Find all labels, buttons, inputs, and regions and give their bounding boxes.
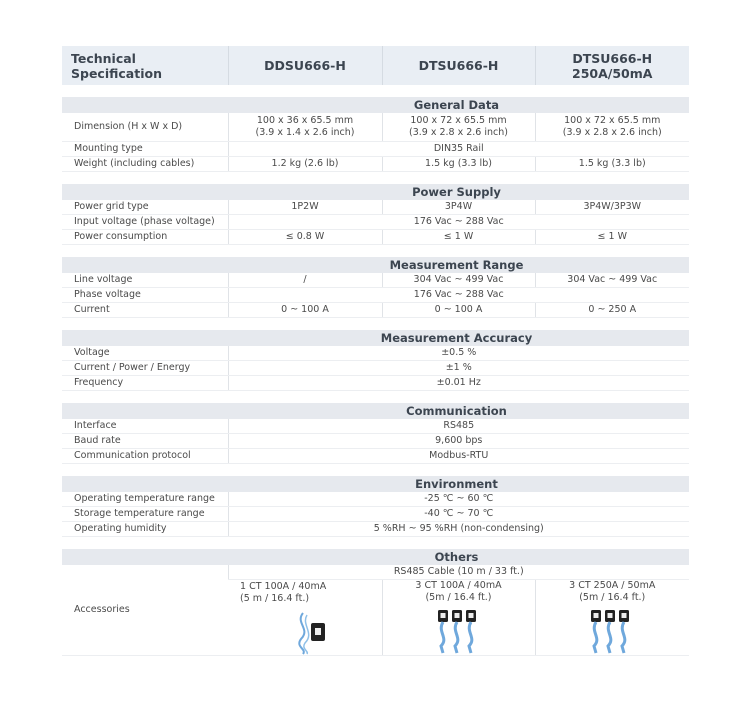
spacer-cell xyxy=(62,85,689,97)
row-value: 1.2 kg (2.6 lb) xyxy=(228,157,382,172)
table-row xyxy=(62,288,689,303)
row-label: Weight (including cables) xyxy=(62,157,228,172)
spacer-cell xyxy=(62,172,689,185)
section-header-others xyxy=(62,549,689,565)
current-transformer-icon xyxy=(429,608,489,654)
row-value: 3P4W/3P3W xyxy=(535,200,689,215)
row-label: Power consumption xyxy=(62,230,228,245)
row-label: Voltage xyxy=(62,346,228,361)
row-value: 0 ~ 100 A xyxy=(228,303,382,318)
table-row xyxy=(62,230,689,245)
table-row xyxy=(62,522,689,537)
spacer-cell xyxy=(62,318,689,331)
section-header-general-data xyxy=(62,97,689,113)
section-title: Measurement Range xyxy=(389,258,524,272)
table-row xyxy=(62,303,689,318)
row-label: Phase voltage xyxy=(62,288,228,303)
table-row xyxy=(62,273,689,288)
spec-table xyxy=(62,46,689,656)
section-header-communication xyxy=(62,403,689,419)
accessory-item xyxy=(228,580,382,656)
table-row xyxy=(62,113,689,142)
spacer-cell xyxy=(62,391,689,404)
accessory-item xyxy=(535,580,689,656)
row-label: Line voltage xyxy=(62,273,228,288)
row-value: 1.5 kg (3.3 lb) xyxy=(382,157,535,172)
row-value: Modbus-RTU xyxy=(228,449,689,464)
section-title-cell xyxy=(62,330,689,346)
row-value: DIN35 Rail xyxy=(228,142,689,157)
table-row xyxy=(62,361,689,376)
table-row xyxy=(62,346,689,361)
table-row xyxy=(62,507,689,522)
row-value: 304 Vac ~ 499 Vac xyxy=(535,273,689,288)
row-label: Storage temperature range xyxy=(62,507,228,522)
row-label: Input voltage (phase voltage) xyxy=(62,215,228,230)
row-label: Power grid type xyxy=(62,200,228,215)
accessory-text: 3 CT 100A / 40mA (5m / 16.4 ft.) xyxy=(415,580,502,603)
spacer-cell xyxy=(62,537,689,550)
spacer xyxy=(62,85,689,97)
section-title: Environment xyxy=(415,477,498,491)
section-title: General Data xyxy=(413,98,500,112)
section-title: Measurement Accuracy xyxy=(380,331,533,345)
row-label: Frequency xyxy=(62,376,228,391)
row-value: -25 ℃ ~ 60 ℃ xyxy=(228,492,689,507)
row-label: Mounting type xyxy=(62,142,228,157)
current-transformer-icon xyxy=(281,609,341,655)
section-header-measurement-accuracy xyxy=(62,330,689,346)
row-value: 100 x 72 x 65.5 mm (3.9 x 2.8 x 2.6 inch) xyxy=(382,113,535,142)
header-ddsu666-h: DDSU666-H xyxy=(228,46,382,85)
current-transformer-icon xyxy=(582,608,642,654)
row-label: Interface xyxy=(62,419,228,434)
row-value: ≤ 1 W xyxy=(535,230,689,245)
row-value: ≤ 1 W xyxy=(382,230,535,245)
table-row xyxy=(62,565,689,580)
accessory-text: 1 CT 100A / 40mA (5 m / 16.4 ft.) xyxy=(240,580,327,604)
row-value: 100 x 36 x 65.5 mm (3.9 x 1.4 x 2.6 inch) xyxy=(228,113,382,142)
row-value: ±0.01 Hz xyxy=(228,376,689,391)
row-label: Operating temperature range xyxy=(62,492,228,507)
table-row xyxy=(62,449,689,464)
table-header xyxy=(62,46,689,85)
section-title: Communication xyxy=(406,404,507,418)
spacer xyxy=(62,318,689,331)
section-title: Others xyxy=(434,550,479,564)
accessory-item xyxy=(382,580,535,656)
row-value: 1P2W xyxy=(228,200,382,215)
row-value: ±0.5 % xyxy=(228,346,689,361)
spacer xyxy=(62,391,689,404)
table-row xyxy=(62,142,689,157)
section-header-environment xyxy=(62,476,689,492)
table-row xyxy=(62,376,689,391)
header-dtsu666-h: DTSU666-H xyxy=(382,46,535,85)
row-value: 3P4W xyxy=(382,200,535,215)
row-label: Dimension (H x W x D) xyxy=(62,113,228,142)
row-value: 304 Vac ~ 499 Vac xyxy=(382,273,535,288)
row-label: Communication protocol xyxy=(62,449,228,464)
section-header-measurement-range xyxy=(62,257,689,273)
row-value: ≤ 0.8 W xyxy=(228,230,382,245)
row-value: 176 Vac ~ 288 Vac xyxy=(228,288,689,303)
row-value: / xyxy=(228,273,382,288)
table-row xyxy=(62,215,689,230)
spec-table-container xyxy=(62,46,689,656)
row-value: -40 ℃ ~ 70 ℃ xyxy=(228,507,689,522)
section-header-power-supply xyxy=(62,184,689,200)
rs485-cable: RS485 Cable (10 m / 33 ft.) xyxy=(228,565,689,580)
section-title: Power Supply xyxy=(412,185,501,199)
spacer-cell xyxy=(62,464,689,477)
row-value: 5 %RH ~ 95 %RH (non-condensing) xyxy=(228,522,689,537)
header-dtsu666-h-250a: DTSU666-H 250A/50mA xyxy=(535,46,689,85)
section-title-cell xyxy=(62,549,689,565)
section-title-cell xyxy=(62,257,689,273)
spacer xyxy=(62,245,689,258)
section-title-cell xyxy=(62,184,689,200)
row-value: 0 ~ 250 A xyxy=(535,303,689,318)
row-value: 1.5 kg (3.3 lb) xyxy=(535,157,689,172)
row-value: ±1 % xyxy=(228,361,689,376)
section-title-cell xyxy=(62,476,689,492)
spacer xyxy=(62,464,689,477)
spacer-cell xyxy=(62,245,689,258)
table-row xyxy=(62,157,689,172)
table-row xyxy=(62,492,689,507)
table-row xyxy=(62,200,689,215)
table-row xyxy=(62,419,689,434)
table-row xyxy=(62,434,689,449)
section-title-cell xyxy=(62,403,689,419)
row-label: Baud rate xyxy=(62,434,228,449)
row-value: 100 x 72 x 65.5 mm (3.9 x 2.8 x 2.6 inch) xyxy=(535,113,689,142)
spacer xyxy=(62,537,689,550)
row-label: Accessories xyxy=(62,565,228,656)
row-label: Current / Power / Energy xyxy=(62,361,228,376)
row-label: Current xyxy=(62,303,228,318)
row-value: 0 ~ 100 A xyxy=(382,303,535,318)
spacer xyxy=(62,172,689,185)
section-title-cell xyxy=(62,97,689,113)
row-value: 176 Vac ~ 288 Vac xyxy=(228,215,689,230)
header-spec: Technical Specification xyxy=(62,46,228,85)
row-value: RS485 xyxy=(228,419,689,434)
row-label: Operating humidity xyxy=(62,522,228,537)
accessory-text: 3 CT 250A / 50mA (5m / 16.4 ft.) xyxy=(569,580,656,603)
row-value: 9,600 bps xyxy=(228,434,689,449)
